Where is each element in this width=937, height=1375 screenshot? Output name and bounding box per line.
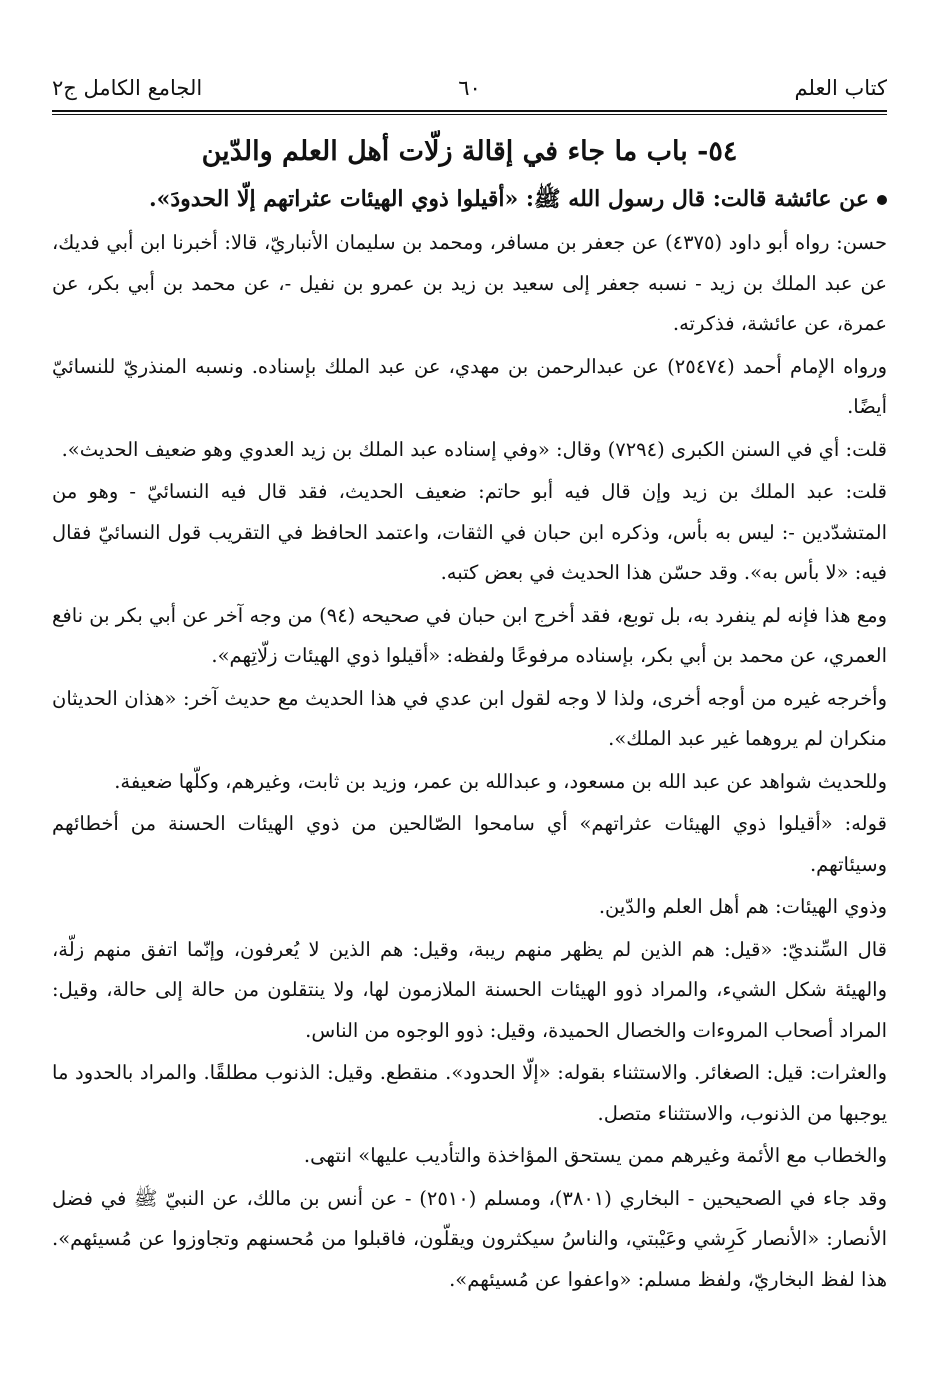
- paragraph-takhrij: حسن: رواه أبو داود (٤٣٧٥) عن جعفر بن مسافر، ومحمد بن سليمان الأنباريّ، قالا: أخبرنا ابن أبي فديك، عن عبد الملك بن زيد - نسبه جعفر إلى سعيد بن زيد بن عمرو بن نفيل -، عن محمد بن أبي بكر، عن عمرة، عن عائشة، فذكرته.: [52, 231, 887, 335]
- paragraph-narrator: قلت: عبد الملك بن زيد وإن قال فيه أبو حاتم: ضعيف الحديث، فقد قال فيه النسائيّ - وهو من المتشدّدين -: ليس به بأس، وذكره ابن حبان في الثقات، واعتمد الحافظ في التقريب قول النسائيّ فقال فيه: «لا بأس به». وقد حسّن هذا الحديث في بعض كتبه.: [52, 480, 887, 584]
- paragraph-sindi: قال السِّنديّ: «قيل: هم الذين لم يظهر منهم ريبة، وقيل: هم الذين لا يُعرفون، وإنّما اتفق منهم زلّة، والهيئة شكل الشيء، والمراد ذوو الهيئات الحسنة الملازمون لها، ولا ينتقلون من حالة إلى حالة، وقيل: المراد أصحاب المروءات والخصال الحميدة، وقيل: ذوو الوجوه من الناس.: [52, 937, 887, 1042]
- header-rule: [52, 110, 887, 115]
- page-header: [52, 68, 887, 108]
- page-number: ٦٠: [458, 76, 481, 100]
- book-title: كتاب العلم: [794, 76, 887, 100]
- paragraph-nasai: قلت: أي في السنن الكبرى (٧٢٩٤) وقال: «وفي إسناده عبد الملك بن زيد العدوي وهو ضعيف الحديث».: [61, 437, 887, 461]
- hadith-text: [52, 177, 887, 221]
- volume-title: الجامع الكامل ج٢: [52, 76, 203, 100]
- paragraph-definition: وذوي الهيئات: هم أهل العلم والدّين.: [598, 895, 887, 918]
- document-page: [52, 68, 887, 1302]
- bullet-icon: [877, 195, 887, 205]
- paragraph-shawahid: وللحديث شواهد عن عبد الله بن مسعود، و عبدالله بن عمر، وزيد بن ثابت، وغيرهم، وكلّها ضعيفة.: [114, 769, 887, 793]
- paragraph-ibn-adi: وأخرجه غيره من أوجه أخرى، ولذا لا وجه لقول ابن عدي في هذا الحديث مع حديث آخر: «هذان الحديثان منكران لم يروهما غير عبد الملك».: [52, 686, 887, 750]
- chapter-title: ٥٤- باب ما جاء في إقالة زلّات أهل العلم والدّين: [201, 136, 738, 167]
- paragraph-atharat: والعثرات: قيل: الصغائر. والاستثناء بقوله: «إلّا الحدود». منقطع. وقيل: الذنوب مطلقًا. والمراد بالحدود ما يوجبها من الذنوب، والاستثناء متصل.: [52, 1061, 887, 1125]
- hadith-body: عن عائشة قالت: قال رسول الله ﷺ: «أقيلوا ذوي الهيئات عثراتهم إلّا الحدودَ».: [148, 186, 869, 212]
- paragraph-explanation: قوله: «أقيلوا ذوي الهيئات عثراتهم» أي سامحوا الصّالحين من ذوي الهيئات الحسنة من أخطائهم وسيئاتهم.: [52, 812, 887, 876]
- paragraph-ahmad: ورواه الإمام أحمد (٢٥٤٧٤) عن عبدالرحمن بن مهدي، عن عبد الملك بإسناده. ونسبه المنذريّ للنسائيّ أيضًا.: [52, 354, 887, 418]
- paragraph-khitab: والخطاب مع الأئمة وغيرهم ممن يستحق المؤاخذة والتأديب عليها» انتهى.: [303, 1144, 887, 1167]
- paragraph-ansar: وقد جاء في الصحيحين - البخاري (٣٨٠١)، ومسلم (٢٥١٠) - عن أنس بن مالك، عن النبيّ ﷺ في فضل الأنصار: «الأنصار كَرِشي وعَيْبتي، والناسُ سيكثرون ويقلّون، فاقبلوا من مُحسنهم وتجاوزوا عن مُسيئهم». هذا لفظ البخاريّ، ولفظ مسلم: «واعفوا عن مُسيئهم».: [52, 1186, 887, 1291]
- paragraph-follow-up: ومع هذا فإنه لم ينفرد به، بل توبع، فقد أخرج ابن حبان في صحيحه (٩٤) من وجه آخر عن أبي بكر بن نافع العمري، عن محمد بن أبي بكر، بإسناده مرفوعًا ولفظه: «أقيلوا ذوي الهيئات زلّاتِهم».: [52, 603, 888, 667]
